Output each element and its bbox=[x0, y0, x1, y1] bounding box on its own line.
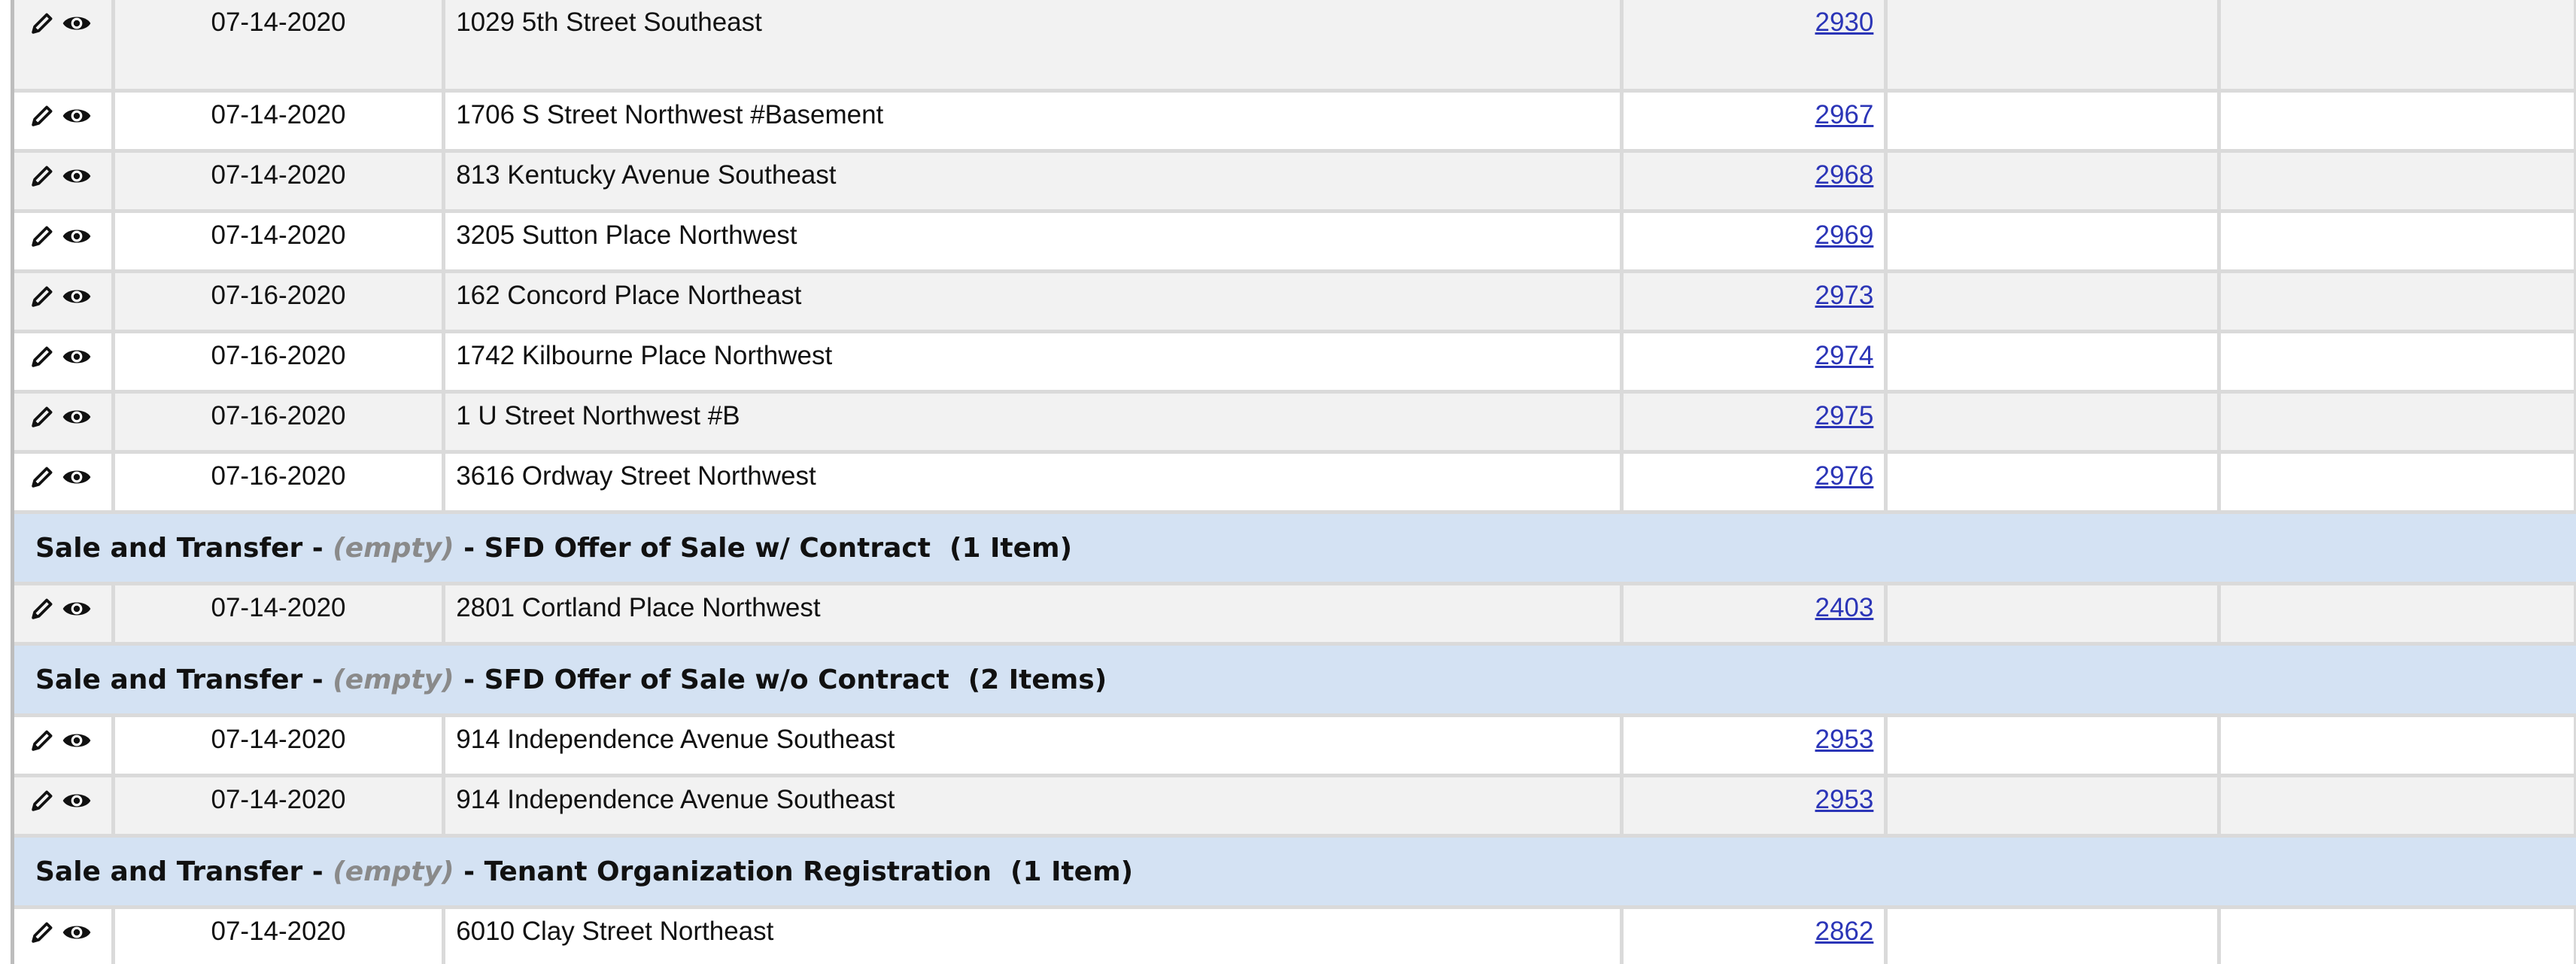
pencil-icon[interactable] bbox=[29, 11, 55, 36]
empty-cell bbox=[1888, 333, 2220, 390]
record-number-cell bbox=[1624, 777, 1888, 834]
table-row bbox=[14, 93, 2576, 153]
record-number-link[interactable]: 2953 bbox=[1815, 785, 1874, 814]
row-actions bbox=[14, 585, 115, 642]
date-cell: 07-14-2020 bbox=[115, 93, 445, 149]
pencil-icon[interactable] bbox=[29, 163, 55, 189]
record-number-link[interactable]: 2930 bbox=[1815, 8, 1874, 37]
empty-cell bbox=[1888, 717, 2220, 774]
row-actions bbox=[14, 273, 115, 330]
record-number-cell bbox=[1624, 93, 1888, 149]
empty-cell bbox=[2221, 273, 2576, 330]
eye-icon[interactable] bbox=[61, 163, 93, 189]
address-cell: 162 Concord Place Northeast bbox=[445, 273, 1624, 330]
table-row bbox=[14, 213, 2576, 273]
row-actions bbox=[14, 213, 115, 269]
pencil-icon[interactable] bbox=[29, 103, 55, 129]
record-number-cell bbox=[1624, 153, 1888, 209]
row-actions bbox=[14, 394, 115, 450]
pencil-icon[interactable] bbox=[29, 284, 55, 309]
group-header[interactable] bbox=[14, 514, 2576, 585]
table-row bbox=[14, 909, 2576, 964]
pencil-icon[interactable] bbox=[29, 788, 55, 813]
address-cell: 1742 Kilbourne Place Northwest bbox=[445, 333, 1624, 390]
group-title: - SFD Offer of Sale w/ Contract (1 Item) bbox=[454, 532, 1073, 564]
empty-cell bbox=[2221, 585, 2576, 642]
date-cell: 07-16-2020 bbox=[115, 333, 445, 390]
date-cell: 07-14-2020 bbox=[115, 777, 445, 834]
empty-cell bbox=[2221, 394, 2576, 450]
eye-icon[interactable] bbox=[61, 344, 93, 369]
row-actions bbox=[14, 777, 115, 834]
empty-cell bbox=[2221, 717, 2576, 774]
date-cell: 07-16-2020 bbox=[115, 394, 445, 450]
empty-cell bbox=[1888, 777, 2220, 834]
table-row bbox=[14, 0, 2576, 93]
address-cell: 1706 S Street Northwest #Basement bbox=[445, 93, 1624, 149]
empty-cell bbox=[1888, 273, 2220, 330]
eye-icon[interactable] bbox=[61, 11, 93, 36]
record-number-link[interactable]: 2862 bbox=[1815, 917, 1874, 946]
address-cell: 914 Independence Avenue Southeast bbox=[445, 777, 1624, 834]
group-empty-value: (empty) bbox=[333, 532, 454, 564]
record-number-cell bbox=[1624, 909, 1888, 964]
group-header[interactable] bbox=[14, 646, 2576, 717]
group-empty-value: (empty) bbox=[333, 856, 454, 887]
row-actions bbox=[14, 909, 115, 964]
record-number-cell bbox=[1624, 213, 1888, 269]
empty-cell bbox=[2221, 153, 2576, 209]
empty-cell bbox=[2221, 454, 2576, 510]
table-row bbox=[14, 717, 2576, 777]
record-number-link[interactable]: 2974 bbox=[1815, 341, 1874, 370]
record-number-link[interactable]: 2975 bbox=[1815, 401, 1874, 430]
empty-cell bbox=[1888, 394, 2220, 450]
date-cell: 07-14-2020 bbox=[115, 717, 445, 774]
row-actions bbox=[14, 93, 115, 149]
empty-cell bbox=[2221, 909, 2576, 964]
empty-cell bbox=[2221, 777, 2576, 834]
eye-icon[interactable] bbox=[61, 728, 93, 753]
empty-cell bbox=[1888, 454, 2220, 510]
date-cell: 07-16-2020 bbox=[115, 454, 445, 510]
empty-cell bbox=[2221, 93, 2576, 149]
record-number-link[interactable]: 2973 bbox=[1815, 281, 1874, 310]
group-header[interactable] bbox=[14, 838, 2576, 909]
empty-cell bbox=[2221, 333, 2576, 390]
record-number-cell bbox=[1624, 717, 1888, 774]
table-row bbox=[14, 585, 2576, 646]
eye-icon[interactable] bbox=[61, 788, 93, 813]
address-cell: 6010 Clay Street Northeast bbox=[445, 909, 1624, 964]
eye-icon[interactable] bbox=[61, 464, 93, 490]
address-cell: 813 Kentucky Avenue Southeast bbox=[445, 153, 1624, 209]
record-number-cell bbox=[1624, 394, 1888, 450]
address-cell: 3205 Sutton Place Northwest bbox=[445, 213, 1624, 269]
date-cell: 07-14-2020 bbox=[115, 153, 445, 209]
date-cell: 07-16-2020 bbox=[115, 273, 445, 330]
address-cell: 2801 Cortland Place Northwest bbox=[445, 585, 1624, 642]
record-number-link[interactable]: 2403 bbox=[1815, 593, 1874, 622]
address-cell: 1029 5th Street Southeast bbox=[445, 0, 1624, 89]
group-title: - Tenant Organization Registration (1 Item) bbox=[454, 856, 1134, 887]
record-number-cell bbox=[1624, 333, 1888, 390]
row-actions bbox=[14, 333, 115, 390]
row-actions bbox=[14, 153, 115, 209]
table-row bbox=[14, 454, 2576, 514]
row-actions bbox=[14, 0, 115, 89]
table-row bbox=[14, 394, 2576, 454]
date-cell: 07-14-2020 bbox=[115, 909, 445, 964]
eye-icon[interactable] bbox=[61, 103, 93, 129]
record-number-link[interactable]: 2967 bbox=[1815, 100, 1874, 129]
record-number-cell bbox=[1624, 454, 1888, 510]
record-number-link[interactable]: 2968 bbox=[1815, 160, 1874, 190]
record-number-cell bbox=[1624, 273, 1888, 330]
group-category: Sale and Transfer - bbox=[35, 664, 333, 695]
table-row bbox=[14, 153, 2576, 213]
group-category: Sale and Transfer - bbox=[35, 856, 333, 887]
record-number-link[interactable]: 2976 bbox=[1815, 461, 1874, 491]
record-number-cell bbox=[1624, 0, 1888, 89]
date-cell: 07-14-2020 bbox=[115, 585, 445, 642]
empty-cell bbox=[1888, 153, 2220, 209]
pencil-icon[interactable] bbox=[29, 464, 55, 490]
empty-cell bbox=[1888, 213, 2220, 269]
eye-icon[interactable] bbox=[61, 284, 93, 309]
group-category: Sale and Transfer - bbox=[35, 532, 333, 564]
address-cell: 914 Independence Avenue Southeast bbox=[445, 717, 1624, 774]
pencil-icon[interactable] bbox=[29, 728, 55, 753]
table-row bbox=[14, 273, 2576, 333]
empty-cell bbox=[1888, 909, 2220, 964]
table-row bbox=[14, 333, 2576, 394]
date-cell: 07-14-2020 bbox=[115, 0, 445, 89]
empty-cell bbox=[1888, 585, 2220, 642]
pencil-icon[interactable] bbox=[29, 224, 55, 249]
table-row bbox=[14, 777, 2576, 838]
group-title: - SFD Offer of Sale w/o Contract (2 Items) bbox=[454, 664, 1107, 695]
row-actions bbox=[14, 454, 115, 510]
eye-icon[interactable] bbox=[61, 404, 93, 430]
eye-icon[interactable] bbox=[61, 224, 93, 249]
empty-cell bbox=[2221, 0, 2576, 89]
pencil-icon[interactable] bbox=[29, 920, 55, 945]
record-number-link[interactable]: 2969 bbox=[1815, 220, 1874, 250]
address-cell: 1 U Street Northwest #B bbox=[445, 394, 1624, 450]
record-number-link[interactable]: 2953 bbox=[1815, 725, 1874, 754]
records-grid bbox=[11, 0, 2576, 964]
pencil-icon[interactable] bbox=[29, 596, 55, 622]
address-cell: 3616 Ordway Street Northwest bbox=[445, 454, 1624, 510]
date-cell: 07-14-2020 bbox=[115, 213, 445, 269]
empty-cell bbox=[2221, 213, 2576, 269]
empty-cell bbox=[1888, 93, 2220, 149]
pencil-icon[interactable] bbox=[29, 404, 55, 430]
eye-icon[interactable] bbox=[61, 596, 93, 622]
pencil-icon[interactable] bbox=[29, 344, 55, 369]
eye-icon[interactable] bbox=[61, 920, 93, 945]
row-actions bbox=[14, 717, 115, 774]
group-empty-value: (empty) bbox=[333, 664, 454, 695]
record-number-cell bbox=[1624, 585, 1888, 642]
empty-cell bbox=[1888, 0, 2220, 89]
